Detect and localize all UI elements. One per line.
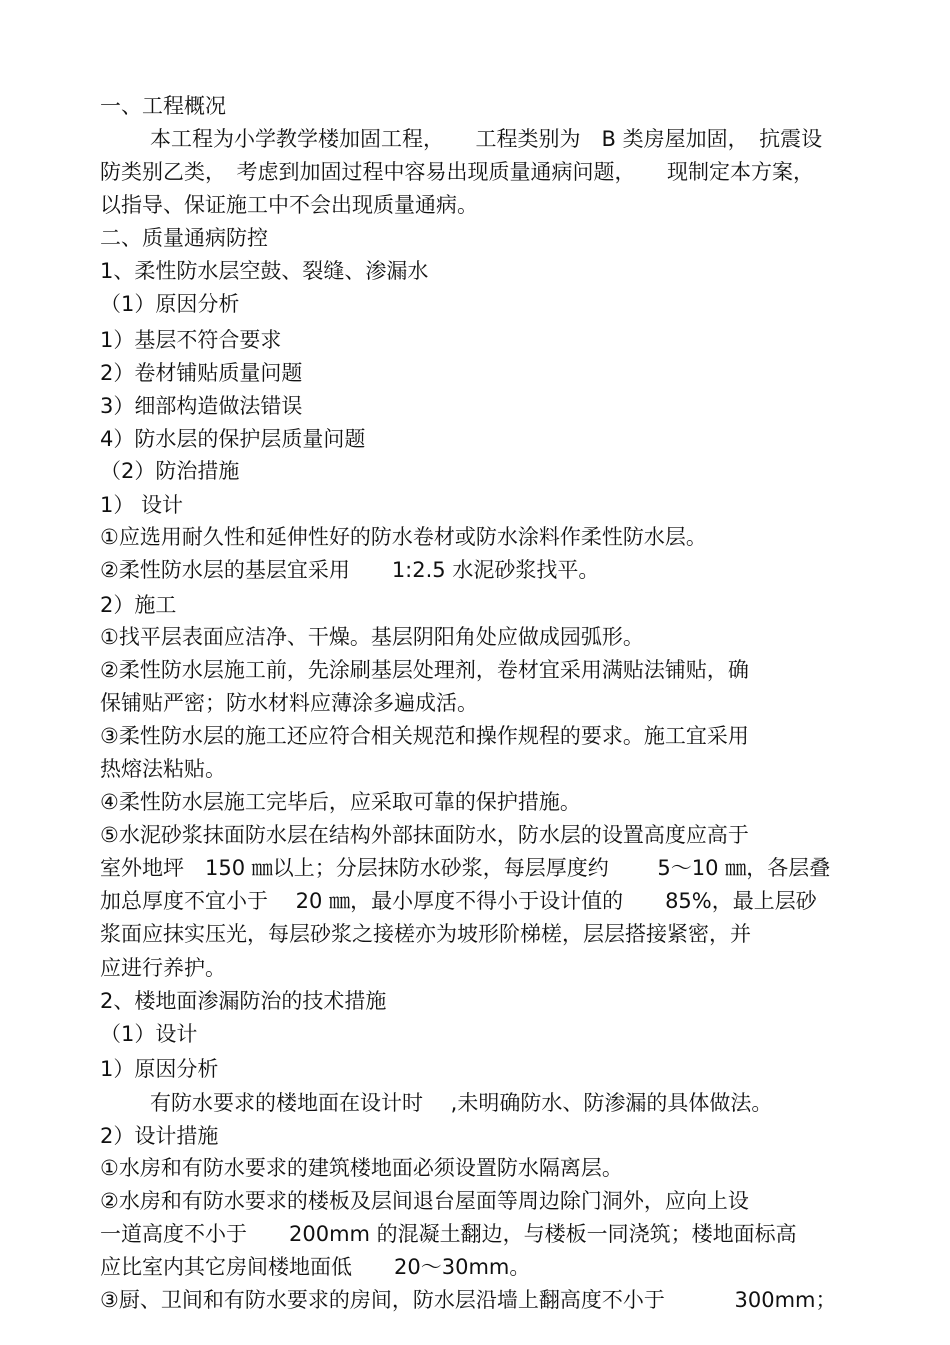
heading-project-overview: 一、工程概况: [100, 94, 226, 118]
paragraph-line: 应进行养护。: [100, 956, 226, 980]
paragraph-line: 热熔法粘贴。: [100, 757, 226, 781]
subheading: 1、柔性防水层空鼓、裂缝、渗漏水: [100, 259, 429, 283]
list-item: ⑤水泥砂浆抹面防水层在结构外部抹面防水，防水层的设置高度应高于: [100, 823, 749, 847]
list-item: 1） 设计: [100, 493, 184, 517]
paragraph-line: 有防水要求的楼地面在设计时 ,未明确防水、防渗漏的具体做法。: [150, 1091, 773, 1115]
paragraph-line: 本工程为小学教学楼加固工程， 工程类别为 B 类房屋加固， 抗震设: [150, 127, 823, 151]
paragraph-line: 以指导、保证施工中不会出现质量通病。: [100, 193, 478, 217]
list-item: ①水房和有防水要求的建筑楼地面必须设置防水隔离层。: [100, 1156, 623, 1180]
list-item: 3）细部构造做法错误: [100, 394, 303, 418]
paragraph-line: 应比室内其它房间楼地面低 20～30mm。: [100, 1255, 531, 1279]
list-item: ②柔性防水层施工前，先涂刷基层处理剂，卷材宜采用满贴法铺贴，确: [100, 658, 749, 682]
subheading: （1）原因分析: [100, 292, 240, 316]
list-item: ④柔性防水层施工完毕后，应采取可靠的保护措施。: [100, 790, 581, 814]
subheading: （1）设计: [100, 1022, 198, 1046]
heading-quality-control: 二、质量通病防控: [100, 226, 268, 250]
paragraph-line: 加总厚度不宜小于 20 ㎜，最小厚度不得小于设计值的 85%，最上层砂: [100, 889, 817, 913]
paragraph-line: 浆面应抹实压光，每层砂浆之接槎亦为坡形阶梯槎，层层搭接紧密，并: [100, 922, 751, 946]
subheading: （2）防治措施: [100, 459, 240, 483]
list-item: ②柔性防水层的基层宜采用 1:2.5 水泥砂浆找平。: [100, 558, 600, 582]
list-item: 1）原因分析: [100, 1057, 219, 1081]
list-item: ③厨、卫间和有防水要求的房间，防水层沿墙上翻高度不小于 300mm；: [100, 1288, 837, 1312]
paragraph-line: 保铺贴严密；防水材料应薄涂多遍成活。: [100, 691, 478, 715]
list-item: 4）防水层的保护层质量问题: [100, 427, 366, 451]
paragraph-line: 室外地坪 150 ㎜以上；分层抹防水砂浆，每层厚度约 5～10 ㎜，各层叠: [100, 856, 831, 880]
list-item: 2）施工: [100, 593, 177, 617]
list-item: 2）设计措施: [100, 1124, 219, 1148]
paragraph-line: 防类别乙类， 考虑到加固过程中容易出现质量通病问题， 现制定本方案，: [100, 160, 814, 184]
list-item: ③柔性防水层的施工还应符合相关规范和操作规程的要求。施工宜采用: [100, 724, 749, 748]
list-item: 1）基层不符合要求: [100, 328, 282, 352]
list-item: ①找平层表面应洁净、干燥。基层阴阳角处应做成园弧形。: [100, 625, 644, 649]
list-item: ①应选用耐久性和延伸性好的防水卷材或防水涂料作柔性防水层。: [100, 525, 707, 549]
paragraph-line: 一道高度不小于 200mm 的混凝土翻边，与楼板一同浇筑；楼地面标高: [100, 1222, 797, 1246]
list-item: 2）卷材铺贴质量问题: [100, 361, 303, 385]
subheading: 2、楼地面渗漏防治的技术措施: [100, 989, 387, 1013]
list-item: ②水房和有防水要求的楼板及层间退台屋面等周边除门洞外，应向上设: [100, 1189, 749, 1213]
